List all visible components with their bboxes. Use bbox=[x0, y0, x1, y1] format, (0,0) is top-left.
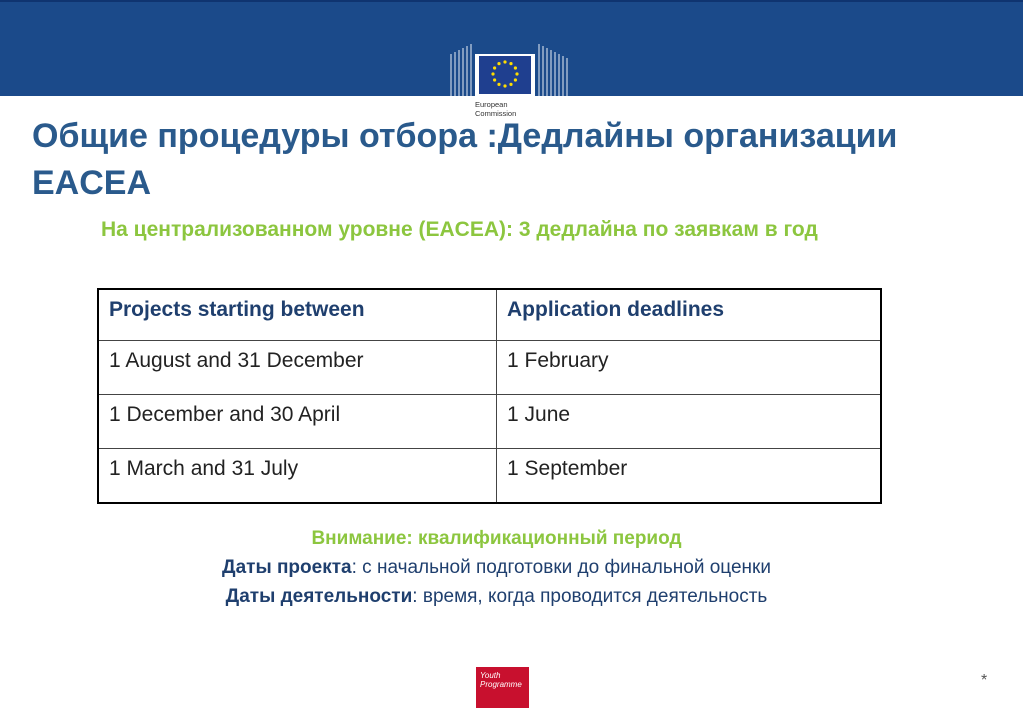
project-dates-note bbox=[0, 553, 993, 582]
activity-dates-text: : время, когда проводится деятельность bbox=[412, 586, 768, 607]
activity-dates-note bbox=[0, 582, 993, 611]
table-header-row bbox=[98, 289, 881, 341]
table-cell-deadline: 1 June bbox=[497, 395, 882, 449]
youth-programme-logo bbox=[476, 667, 529, 708]
project-dates-text: : с начальной подготовки до финальной оценки bbox=[351, 557, 771, 578]
youth-logo-line1: Youth bbox=[480, 671, 501, 680]
youth-logo-line2: Programme bbox=[480, 680, 522, 689]
page-subtitle: На централизованном уровне (EACEA): 3 дедлайна по заявкам в год bbox=[101, 218, 818, 241]
table-cell-deadline: 1 September bbox=[497, 449, 882, 504]
logo-line-commission: Commission bbox=[475, 109, 517, 118]
table-cell-period: 1 August and 31 December bbox=[98, 341, 497, 395]
commission-building-icon bbox=[445, 34, 575, 100]
notes-block bbox=[0, 524, 993, 611]
deadlines-table bbox=[97, 288, 882, 504]
column-header-projects: Projects starting between bbox=[98, 289, 497, 341]
activity-dates-label: Даты деятельности bbox=[225, 586, 413, 607]
table-row bbox=[98, 449, 881, 504]
table-cell-period: 1 December and 30 April bbox=[98, 395, 497, 449]
logo-line-european: European bbox=[475, 100, 508, 109]
table-cell-period: 1 March and 31 July bbox=[98, 449, 497, 504]
table-cell-deadline: 1 February bbox=[497, 341, 882, 395]
table-row bbox=[98, 395, 881, 449]
column-header-deadlines: Application deadlines bbox=[497, 289, 882, 341]
page-number-mark: * bbox=[981, 672, 988, 689]
table-row bbox=[98, 341, 881, 395]
page-title: Общие процедуры отбора :Дедлайны организации EACEA bbox=[32, 117, 898, 202]
attention-note: Внимание: квалификационный период bbox=[311, 528, 682, 549]
european-commission-logo bbox=[445, 34, 575, 122]
project-dates-label: Даты проекта bbox=[222, 557, 352, 578]
